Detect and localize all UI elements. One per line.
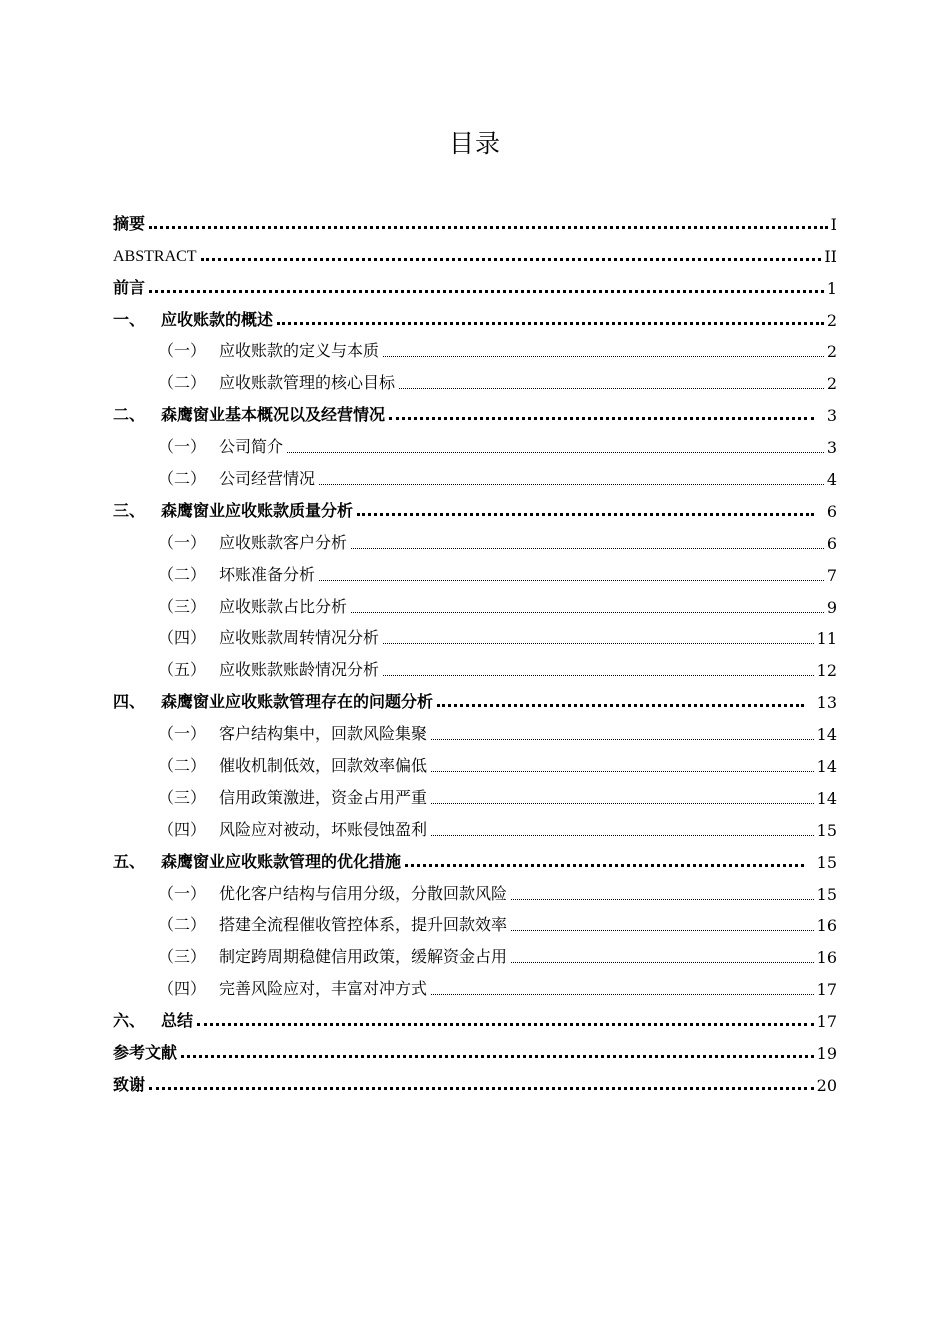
toc-entry-page-number: 17 [816, 980, 837, 1000]
toc-entry-label: 信用政策激进，资金占用严重 [219, 787, 428, 807]
toc-entry-number: （三） [158, 787, 207, 807]
dot-leader [149, 226, 828, 229]
toc-entry-number: （五） [158, 660, 207, 680]
toc-entry-page-number: 6 [826, 501, 837, 521]
toc-entry-label: 应收账款的概述 [161, 309, 274, 329]
dot-leader [431, 739, 814, 740]
toc-entry-number: 四、 [113, 692, 146, 712]
toc-entry-page-number: 6 [826, 533, 837, 553]
toc-entry-page-number: I [830, 214, 837, 234]
toc-entry-number: （一） [158, 341, 207, 361]
toc-entry-label: 应收账款周转情况分析 [219, 628, 380, 648]
dot-leader [399, 388, 824, 389]
toc-chapter-entry[interactable] [113, 1066, 837, 1098]
toc-entry-page-number: 2 [826, 374, 837, 394]
dot-leader [383, 675, 814, 676]
toc-section-entry[interactable] [113, 970, 837, 1002]
dot-leader [431, 771, 814, 772]
dot-leader [431, 835, 814, 836]
dot-leader [319, 484, 824, 485]
toc-entry-number: （一） [158, 437, 207, 457]
dot-leader [389, 417, 814, 420]
toc-entry-number: （四） [158, 628, 207, 648]
toc-entry-page-number: 2 [826, 342, 837, 362]
toc-entry-number: （二） [158, 756, 207, 776]
toc-section-entry[interactable] [113, 651, 837, 683]
toc-entry-page-number: 11 [816, 629, 837, 649]
toc-entry-page-number: II [824, 246, 837, 266]
dot-leader [287, 452, 824, 453]
dot-leader [437, 704, 804, 707]
toc-entry-number: （一） [158, 532, 207, 552]
toc-entry-number: 一、 [113, 309, 146, 329]
toc-entry-label: 前言 [113, 277, 146, 297]
toc-entry-number: （一） [158, 883, 207, 903]
dot-leader [431, 994, 814, 995]
toc-title: 目录 [448, 129, 501, 158]
toc-entry-page-number: 15 [816, 820, 837, 840]
dot-leader [181, 1055, 814, 1058]
toc-entry-page-number: 3 [826, 438, 837, 458]
toc-entry-number: （二） [158, 915, 207, 935]
toc-entry-page-number: 3 [826, 406, 837, 426]
toc-chapter-entry[interactable] [113, 843, 837, 875]
dot-leader [319, 580, 824, 581]
toc-entry-label: 应收账款的定义与本质 [219, 341, 380, 361]
toc-entry-label: 应收账款客户分析 [219, 532, 348, 552]
table-of-contents [113, 205, 837, 1098]
toc-entry-label: 森鹰窗业应收账款管理的优化措施 [161, 851, 402, 871]
toc-entry-label: 优化客户结构与信用分级，分散回款风险 [219, 883, 508, 903]
toc-entry-number: （三） [158, 947, 207, 967]
dot-leader [351, 612, 824, 613]
toc-entry-number: （二） [158, 564, 207, 584]
toc-entry-label: 森鹰窗业应收账款质量分析 [161, 500, 354, 520]
toc-section-entry[interactable] [113, 333, 837, 365]
toc-entry-page-number: 9 [826, 597, 837, 617]
toc-entry-number: （一） [158, 724, 207, 744]
toc-entry-label: 应收账款占比分析 [219, 596, 348, 616]
toc-entry-page-number: 17 [816, 1012, 837, 1032]
dot-leader [431, 803, 814, 804]
dot-leader [149, 290, 824, 293]
toc-entry-label: 应收账款管理的核心目标 [219, 373, 396, 393]
toc-section-entry[interactable] [113, 938, 837, 970]
toc-section-entry[interactable] [113, 364, 837, 396]
toc-entry-number: 二、 [113, 405, 146, 425]
toc-entry-number: 五、 [113, 851, 146, 871]
toc-entry-page-number: 4 [826, 470, 837, 490]
toc-entry-label: 催收机制低效，回款效率偏低 [219, 756, 428, 776]
dot-leader [351, 548, 824, 549]
toc-entry-label: 公司简介 [219, 437, 284, 457]
toc-chapter-entry[interactable] [113, 237, 837, 269]
toc-entry-label: 摘要 [113, 213, 146, 233]
dot-leader [383, 356, 824, 357]
toc-entry-label: 制定跨周期稳健信用政策，缓解资金占用 [219, 947, 508, 967]
toc-entry-page-number: 7 [826, 565, 837, 585]
toc-entry-number: 三、 [113, 500, 146, 520]
toc-section-entry[interactable] [113, 460, 837, 492]
toc-chapter-entry[interactable] [113, 205, 837, 237]
toc-chapter-entry[interactable] [113, 683, 837, 715]
toc-section-entry[interactable] [113, 907, 837, 939]
toc-section-entry[interactable] [113, 556, 837, 588]
toc-chapter-entry[interactable] [113, 396, 837, 428]
toc-entry-number: （二） [158, 469, 207, 489]
dot-leader [511, 930, 814, 931]
toc-chapter-entry[interactable] [113, 269, 837, 301]
toc-entry-page-number: 1 [826, 278, 837, 298]
toc-entry-label: 搭建全流程催收管控体系，提升回款效率 [219, 915, 508, 935]
dot-leader [149, 1087, 814, 1090]
toc-chapter-entry[interactable] [113, 301, 837, 333]
toc-entry-label: 坏账准备分析 [219, 564, 316, 584]
toc-entry-label: 参考文献 [113, 1043, 178, 1063]
toc-entry-page-number: 16 [816, 916, 837, 936]
toc-entry-number: （四） [158, 819, 207, 839]
toc-section-entry[interactable] [113, 588, 837, 620]
toc-section-entry[interactable] [113, 875, 837, 907]
toc-entry-label: ABSTRACT [113, 247, 197, 265]
toc-chapter-entry[interactable] [113, 1034, 837, 1066]
toc-entry-page-number: 14 [816, 757, 837, 777]
toc-entry-number: （四） [158, 979, 207, 999]
dot-leader [511, 899, 814, 900]
dot-leader [383, 643, 814, 644]
toc-entry-page-number: 15 [816, 884, 837, 904]
toc-entry-page-number: 13 [816, 693, 837, 713]
toc-entry-label: 完善风险应对，丰富对冲方式 [219, 979, 428, 999]
dot-leader [277, 322, 824, 325]
toc-entry-page-number: 12 [816, 661, 837, 681]
dot-leader [405, 864, 804, 867]
toc-section-entry[interactable] [113, 811, 837, 843]
toc-section-entry[interactable] [113, 524, 837, 556]
toc-entry-page-number: 20 [816, 1075, 837, 1095]
toc-entry-label: 森鹰窗业基本概况以及经营情况 [161, 405, 386, 425]
toc-entry-label: 风险应对被动，坏账侵蚀盈利 [219, 819, 428, 839]
dot-leader [511, 962, 814, 963]
toc-entry-page-number: 16 [816, 948, 837, 968]
toc-entry-number: 六、 [113, 1011, 146, 1031]
toc-entry-label: 森鹰窗业应收账款管理存在的问题分析 [161, 692, 434, 712]
toc-entry-page-number: 14 [816, 788, 837, 808]
toc-chapter-entry[interactable] [113, 492, 837, 524]
toc-entry-label: 致谢 [113, 1074, 146, 1094]
toc-entry-label: 客户结构集中，回款风险集聚 [219, 724, 428, 744]
dot-leader [201, 258, 822, 261]
toc-entry-page-number: 2 [826, 310, 837, 330]
toc-entry-number: （二） [158, 373, 207, 393]
toc-entry-number: （三） [158, 596, 207, 616]
dot-leader [357, 513, 814, 516]
toc-entry-page-number: 14 [816, 725, 837, 745]
toc-entry-page-number: 15 [816, 852, 837, 872]
toc-entry-label: 应收账款账龄情况分析 [219, 660, 380, 680]
dot-leader [197, 1023, 814, 1026]
toc-section-entry[interactable] [113, 779, 837, 811]
toc-chapter-entry[interactable] [113, 1002, 837, 1034]
toc-entry-label: 公司经营情况 [219, 469, 316, 489]
toc-section-entry[interactable] [113, 715, 837, 747]
toc-entry-page-number: 19 [816, 1044, 837, 1064]
toc-section-entry[interactable] [113, 428, 837, 460]
toc-section-entry[interactable] [113, 747, 837, 779]
toc-section-entry[interactable] [113, 620, 837, 652]
toc-entry-label: 总结 [161, 1011, 194, 1031]
